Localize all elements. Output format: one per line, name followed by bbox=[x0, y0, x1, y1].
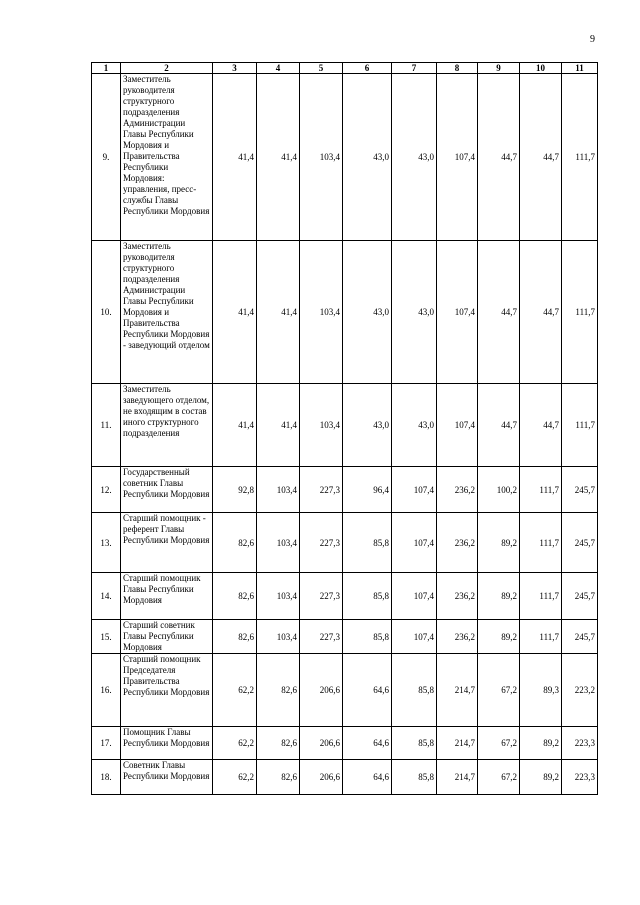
value-cell: 245,7 bbox=[562, 467, 598, 513]
value-cell: 206,6 bbox=[300, 727, 343, 760]
column-header: 8 bbox=[437, 63, 478, 74]
value-cell: 44,7 bbox=[478, 241, 520, 384]
value-cell: 89,2 bbox=[478, 513, 520, 573]
value-cell: 206,6 bbox=[300, 654, 343, 727]
value-cell: 107,4 bbox=[437, 241, 478, 384]
value-cell: 41,4 bbox=[213, 241, 257, 384]
value-cell: 236,2 bbox=[437, 467, 478, 513]
value-cell: 111,7 bbox=[562, 74, 598, 241]
position-title: Заместитель руководителя структурного подразделения Администрации Главы Республики Мордовия и Правительства Республики Мордовия - заведующий отделом bbox=[121, 241, 213, 384]
value-cell: 107,4 bbox=[392, 620, 437, 654]
row-number: 11. bbox=[92, 384, 121, 467]
value-cell: 107,4 bbox=[392, 513, 437, 573]
value-cell: 107,4 bbox=[437, 74, 478, 241]
table-row bbox=[92, 727, 598, 760]
column-header: 1 bbox=[92, 63, 121, 74]
table-row bbox=[92, 573, 598, 620]
row-number: 10. bbox=[92, 241, 121, 384]
value-cell: 67,2 bbox=[478, 727, 520, 760]
value-cell: 44,7 bbox=[520, 74, 562, 241]
row-number: 12. bbox=[92, 467, 121, 513]
position-title: Советник Главы Республики Мордовия bbox=[121, 760, 213, 795]
value-cell: 62,2 bbox=[213, 727, 257, 760]
value-cell: 41,4 bbox=[257, 384, 300, 467]
value-cell: 89,2 bbox=[478, 573, 520, 620]
value-cell: 44,7 bbox=[520, 384, 562, 467]
column-header: 10 bbox=[520, 63, 562, 74]
value-cell: 107,4 bbox=[392, 573, 437, 620]
value-cell: 111,7 bbox=[520, 573, 562, 620]
value-cell: 227,3 bbox=[300, 467, 343, 513]
value-cell: 214,7 bbox=[437, 760, 478, 795]
value-cell: 67,2 bbox=[478, 654, 520, 727]
table-row bbox=[92, 620, 598, 654]
position-title: Старший помощник - референт Главы Республики Мордовия bbox=[121, 513, 213, 573]
page-number: 9 bbox=[590, 34, 595, 45]
table-row bbox=[92, 654, 598, 727]
row-number: 18. bbox=[92, 760, 121, 795]
value-cell: 62,2 bbox=[213, 654, 257, 727]
value-cell: 44,7 bbox=[478, 74, 520, 241]
value-cell: 41,4 bbox=[257, 241, 300, 384]
value-cell: 100,2 bbox=[478, 467, 520, 513]
value-cell: 43,0 bbox=[343, 74, 392, 241]
value-cell: 92,8 bbox=[213, 467, 257, 513]
position-title: Старший помощник Председателя Правительства Республики Мордовия bbox=[121, 654, 213, 727]
value-cell: 44,7 bbox=[520, 241, 562, 384]
column-header: 11 bbox=[562, 63, 598, 74]
value-cell: 111,7 bbox=[520, 513, 562, 573]
position-title: Старший советник Главы Республики Мордовия bbox=[121, 620, 213, 654]
row-number: 14. bbox=[92, 573, 121, 620]
value-cell: 82,6 bbox=[213, 573, 257, 620]
value-cell: 103,4 bbox=[300, 241, 343, 384]
column-header: 6 bbox=[343, 63, 392, 74]
value-cell: 43,0 bbox=[343, 384, 392, 467]
value-cell: 103,4 bbox=[257, 573, 300, 620]
value-cell: 43,0 bbox=[392, 384, 437, 467]
value-cell: 44,7 bbox=[478, 384, 520, 467]
value-cell: 82,6 bbox=[213, 513, 257, 573]
position-title: Заместитель руководителя структурного подразделения Администрации Главы Республики Мордовия и Правительства Республики Мордовия: управления, пресс-службы Главы Республики Мордовия bbox=[121, 74, 213, 241]
value-cell: 85,8 bbox=[343, 620, 392, 654]
column-header: 7 bbox=[392, 63, 437, 74]
value-cell: 103,4 bbox=[300, 384, 343, 467]
value-cell: 89,2 bbox=[520, 760, 562, 795]
value-cell: 82,6 bbox=[213, 620, 257, 654]
table-row bbox=[92, 467, 598, 513]
value-cell: 227,3 bbox=[300, 513, 343, 573]
value-cell: 111,7 bbox=[562, 384, 598, 467]
value-cell: 245,7 bbox=[562, 513, 598, 573]
salary-table bbox=[91, 62, 598, 795]
table-row bbox=[92, 74, 598, 241]
value-cell: 41,4 bbox=[257, 74, 300, 241]
value-cell: 82,6 bbox=[257, 760, 300, 795]
table-row bbox=[92, 760, 598, 795]
value-cell: 236,2 bbox=[437, 573, 478, 620]
column-header: 5 bbox=[300, 63, 343, 74]
value-cell: 85,8 bbox=[343, 513, 392, 573]
value-cell: 41,4 bbox=[213, 74, 257, 241]
column-header: 3 bbox=[213, 63, 257, 74]
value-cell: 85,8 bbox=[392, 727, 437, 760]
table-row bbox=[92, 241, 598, 384]
value-cell: 223,3 bbox=[562, 760, 598, 795]
value-cell: 227,3 bbox=[300, 573, 343, 620]
row-number: 15. bbox=[92, 620, 121, 654]
value-cell: 89,2 bbox=[520, 727, 562, 760]
value-cell: 82,6 bbox=[257, 727, 300, 760]
value-cell: 64,6 bbox=[343, 760, 392, 795]
position-title: Старший помощник Главы Республики Мордовия bbox=[121, 573, 213, 620]
value-cell: 43,0 bbox=[392, 241, 437, 384]
value-cell: 107,4 bbox=[392, 467, 437, 513]
table-row bbox=[92, 384, 598, 467]
value-cell: 103,4 bbox=[300, 74, 343, 241]
value-cell: 214,7 bbox=[437, 654, 478, 727]
value-cell: 96,4 bbox=[343, 467, 392, 513]
value-cell: 89,2 bbox=[478, 620, 520, 654]
column-header: 4 bbox=[257, 63, 300, 74]
value-cell: 223,3 bbox=[562, 727, 598, 760]
value-cell: 236,2 bbox=[437, 620, 478, 654]
value-cell: 43,0 bbox=[392, 74, 437, 241]
table-header-row bbox=[92, 63, 598, 74]
value-cell: 67,2 bbox=[478, 760, 520, 795]
position-title: Государственный советник Главы Республики Мордовия bbox=[121, 467, 213, 513]
value-cell: 82,6 bbox=[257, 654, 300, 727]
value-cell: 111,7 bbox=[520, 467, 562, 513]
value-cell: 236,2 bbox=[437, 513, 478, 573]
position-title: Заместитель заведующего отделом, не входящим в состав иного структурного подразделения bbox=[121, 384, 213, 467]
value-cell: 111,7 bbox=[562, 241, 598, 384]
position-title: Помощник Главы Республики Мордовия bbox=[121, 727, 213, 760]
value-cell: 89,3 bbox=[520, 654, 562, 727]
value-cell: 64,6 bbox=[343, 654, 392, 727]
row-number: 9. bbox=[92, 74, 121, 241]
value-cell: 43,0 bbox=[343, 241, 392, 384]
row-number: 16. bbox=[92, 654, 121, 727]
value-cell: 85,8 bbox=[392, 760, 437, 795]
table-row bbox=[92, 513, 598, 573]
value-cell: 107,4 bbox=[437, 384, 478, 467]
row-number: 17. bbox=[92, 727, 121, 760]
value-cell: 245,7 bbox=[562, 620, 598, 654]
value-cell: 206,6 bbox=[300, 760, 343, 795]
value-cell: 245,7 bbox=[562, 573, 598, 620]
column-header: 9 bbox=[478, 63, 520, 74]
value-cell: 41,4 bbox=[213, 384, 257, 467]
value-cell: 103,4 bbox=[257, 513, 300, 573]
value-cell: 103,4 bbox=[257, 467, 300, 513]
value-cell: 111,7 bbox=[520, 620, 562, 654]
value-cell: 103,4 bbox=[257, 620, 300, 654]
value-cell: 64,6 bbox=[343, 727, 392, 760]
value-cell: 214,7 bbox=[437, 727, 478, 760]
column-header: 2 bbox=[121, 63, 213, 74]
value-cell: 227,3 bbox=[300, 620, 343, 654]
value-cell: 85,8 bbox=[343, 573, 392, 620]
value-cell: 62,2 bbox=[213, 760, 257, 795]
row-number: 13. bbox=[92, 513, 121, 573]
value-cell: 223,2 bbox=[562, 654, 598, 727]
value-cell: 85,8 bbox=[392, 654, 437, 727]
